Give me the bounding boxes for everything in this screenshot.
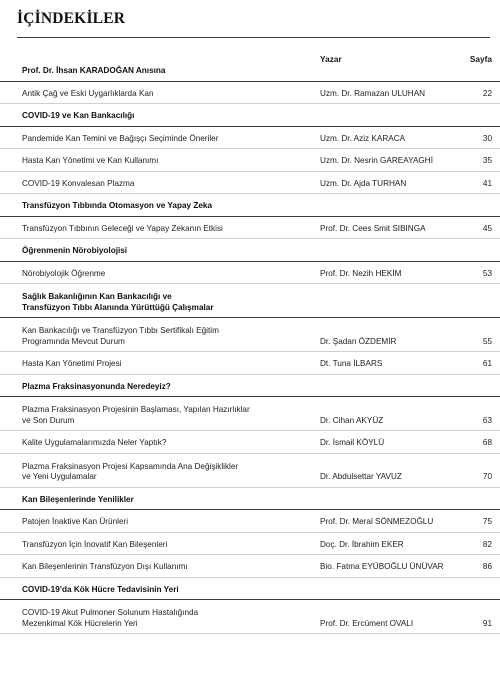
entry-page-number: 35 (482, 156, 492, 165)
section-title: Öğrenmenin Nörobiyolojisi (22, 246, 128, 255)
toc-entry (0, 81, 500, 105)
toc-entry (0, 148, 500, 172)
entry-title: Nörobiyolojik Öğrenme (22, 268, 106, 278)
entry-author: Prof. Dr. Meral SÖNMEZOĞLU (320, 517, 434, 526)
toc-section-heading (0, 238, 500, 262)
entry-title: Transfüzyon Tıbbının Geleceği ve Yapay Zekanın Etkisi (22, 223, 223, 233)
title-line: ve Yeni Uygulamalar (22, 472, 97, 481)
entry-page-number: 63 (482, 415, 492, 425)
toc-entry (0, 216, 500, 240)
title-line: Sağlık Bakanlığının Kan Bankacılığı ve (22, 292, 172, 301)
entry-title (22, 462, 312, 483)
toc-section-heading (0, 103, 500, 127)
toc-entry (0, 171, 500, 195)
entry-page-number: 55 (482, 336, 492, 346)
entry-author: Dr. İsmail KÖYLÜ (320, 438, 385, 447)
toc-section-heading (0, 487, 500, 511)
title-line: COVID-19 Akut Pulmoner Solunum Hastalığında (22, 608, 199, 617)
title-line: Plazma Fraksinasyon Projesinin Başlaması, Yapılan Hazırlıklar (22, 405, 250, 414)
entry-author: Dr. Cihan AKYÜZ (320, 415, 384, 425)
entry-page-number: 22 (482, 88, 492, 98)
title-line: Transfüzyon Tıbbı Alanında Yürüttüğü Çalışmalar (22, 302, 214, 312)
entry-page-number: 75 (482, 517, 492, 526)
entry-title (22, 326, 312, 347)
toc-section-heading (0, 577, 500, 601)
entry-author: Dr. Abdulsettar YAVUZ (320, 472, 402, 481)
entry-title: Hasta Kan Yönetimi Projesi (22, 359, 122, 368)
toc-entry (0, 599, 500, 634)
toc-entry (0, 430, 500, 454)
title-line: Kan Bankacılığı ve Transfüzyon Tıbbı Sertifikalı Eğitim (22, 326, 219, 335)
entry-author: Doç. Dr. İbrahim EKER (320, 539, 404, 549)
section-title: Kan Bileşenlerinde Yenilikler (22, 494, 134, 504)
toc-entry (0, 126, 500, 150)
author-column-header: Yazar (320, 54, 342, 64)
entry-title: Hasta Kan Yönetimi ve Kan Kullanımı (22, 156, 159, 165)
entry-page-number: 68 (482, 438, 492, 447)
entry-page-number: 41 (482, 178, 492, 188)
entry-title: COVID-19 Konvalesan Plazma (22, 178, 135, 188)
section-title: Plazma Fraksinasyonunda Neredeyiz? (22, 381, 171, 391)
toc-entry (0, 261, 500, 285)
entry-title (22, 608, 312, 629)
entry-title: Pandemide Kan Temini ve Bağışçı Seçiminde Öneriler (22, 133, 219, 143)
entry-title: Patojen İnaktive Kan Ürünleri (22, 517, 129, 526)
entry-page-number: 91 (482, 618, 492, 628)
toc-entry (0, 351, 500, 375)
toc-section-heading (0, 193, 500, 217)
entry-author: Uzm. Dr. Ajda TURHAN (320, 178, 407, 188)
section-title: Transfüzyon Tıbbında Otomasyon ve Yapay Zeka (22, 201, 213, 210)
entry-page-number: 70 (482, 472, 492, 481)
entry-page-number: 82 (482, 539, 492, 549)
entry-author: Prof. Dr. Ercüment OVALI (320, 618, 414, 628)
entry-author: Dt. Tuna İLBARS (320, 359, 383, 368)
section-title (22, 292, 312, 313)
entry-author: Uzm. Dr. Aziz KARACA (320, 133, 406, 143)
entry-title: Kalite Uygulamalarımızda Neler Yaptık? (22, 438, 167, 447)
entry-author: Prof. Dr. Cees Smit SIBINGA (320, 223, 426, 233)
entry-author: Bio. Fatma EYÜBOĞLU ÜNÜVAR (320, 562, 444, 571)
entry-title (22, 405, 312, 426)
toc-entry (0, 453, 500, 488)
title-line: Programında Mevcut Durum (22, 336, 125, 346)
entry-author: Uzm. Dr. Nesrin GAREAYAGHİ (320, 156, 433, 165)
title-divider (17, 37, 490, 38)
toc-entry (0, 532, 500, 556)
entry-title: Antik Çağ ve Eski Uygarlıklarda Kan (22, 88, 154, 98)
title-line: Mezenkimal Kök Hücrelerin Yeri (22, 618, 138, 628)
entry-title: Transfüzyon İçin İnovatif Kan Bileşenleri (22, 539, 168, 549)
entry-page-number: 45 (482, 223, 492, 233)
toc-section-heading (0, 283, 500, 318)
entry-author: Dr. Şadan ÖZDEMİR (320, 336, 397, 346)
toc-entry (0, 509, 500, 533)
toc-section-heading (0, 58, 500, 82)
entry-author: Prof. Dr. Nezih HEKİM (320, 268, 402, 278)
toc-entry (0, 317, 500, 352)
entry-author: Uzm. Dr. Ramazan ULUHAN (320, 88, 426, 98)
section-title: Prof. Dr. İhsan KARADOĞAN Anısına (22, 66, 166, 75)
toc-entry (0, 396, 500, 431)
title-line: Plazma Fraksinasyon Projesi Kapsamında Ana Değişiklikler (22, 461, 239, 471)
entry-page-number: 86 (482, 562, 492, 571)
entry-title: Kan Bileşenlerinin Transfüzyon Dışı Kullanımı (22, 562, 188, 571)
section-title: COVID-19’da Kök Hücre Tedavisinin Yeri (22, 584, 179, 594)
title-line: ve Son Durum (22, 415, 75, 425)
section-title: COVID-19 ve Kan Bankacılığı (22, 111, 135, 120)
toc-entry (0, 554, 500, 578)
entry-page-number: 61 (482, 359, 492, 368)
entry-page-number: 53 (482, 268, 492, 278)
entry-page-number: 30 (482, 133, 492, 143)
toc-section-heading (0, 374, 500, 398)
page-title: İÇİNDEKİLER (17, 10, 126, 27)
page-column-header: Sayfa (469, 54, 492, 64)
